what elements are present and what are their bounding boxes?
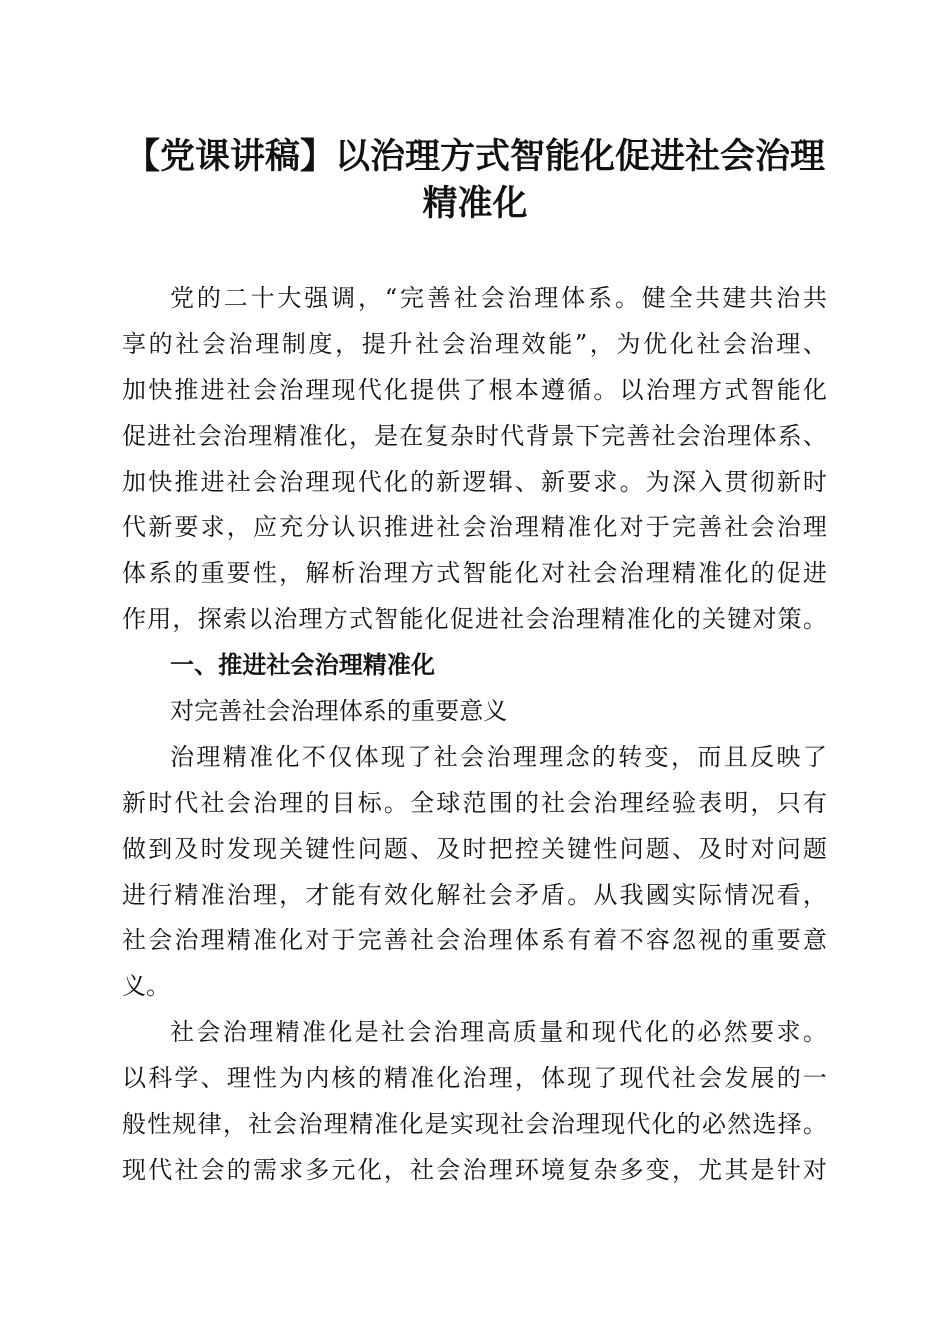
section-heading [122, 643, 827, 689]
text-line: 享的社会治理制度，提升社会治理效能”，为优化社会治理、 [122, 329, 827, 358]
text-line: 社会治理精准化对于完善社会治理体系有着不容忽视的重要意 [122, 926, 827, 955]
text-line: 对完善社会治理体系的重要意义 [170, 697, 508, 726]
paragraph [122, 276, 827, 643]
title-line-2: 精准化 [422, 184, 528, 224]
text-line: 以科学、理性为内核的精准化治理，体现了现代社会发展的一 [122, 1064, 827, 1093]
text-line: 义。 [122, 972, 171, 1001]
text-line: 现代社会的需求多元化，社会治理环境复杂多变，尤其是针对 [122, 1155, 827, 1184]
text-line: 进行精准治理，才能有效化解社会矛盾。从我國实际情况看， [122, 880, 827, 909]
text-line: 新时代社会治理的目标。全球范围的社会治理经验表明，只有 [122, 788, 827, 817]
text-line: 党的二十大强调，“完善社会治理体系。健全共建共治共 [170, 284, 827, 312]
text-line: 做到及时发现关键性问题、及时把控关键性问题、及时对问题 [122, 834, 827, 863]
document-body [122, 276, 827, 1194]
text-line: 代新要求，应充分认识推进社会治理精准化对于完善社会治理 [122, 513, 827, 542]
text-line: 加快推进社会治理现代化提供了根本遵循。以治理方式智能化 [122, 375, 827, 404]
paragraph [122, 1010, 827, 1194]
text-line: 一、推进社会治理精准化 [170, 651, 436, 680]
text-line: 社会治理精准化是社会治理高质量和现代化的必然要求。 [170, 1018, 827, 1047]
paragraph [122, 735, 827, 1010]
text-line: 治理精准化不仅体现了社会治理理念的转变，而且反映了 [170, 742, 827, 771]
text-line: 作用，探索以治理方式智能化促进社会治理精准化的关键对策。 [122, 605, 827, 634]
text-line: 加快推进社会治理现代化的新逻辑、新要求。为深入贯彻新时 [122, 467, 827, 496]
text-line: 体系的重要性，解析治理方式智能化对社会治理精准化的促进 [122, 559, 827, 588]
title-line-1: 【党课讲稿】以治理方式智能化促进社会治理 [124, 137, 825, 177]
document-title [0, 134, 950, 228]
text-line: 促进社会治理精准化，是在复杂时代背景下完善社会治理体系、 [122, 421, 827, 450]
text-line: 般性规律，社会治理精准化是实现社会治理现代化的必然选择。 [122, 1110, 827, 1139]
paragraph [122, 689, 827, 735]
